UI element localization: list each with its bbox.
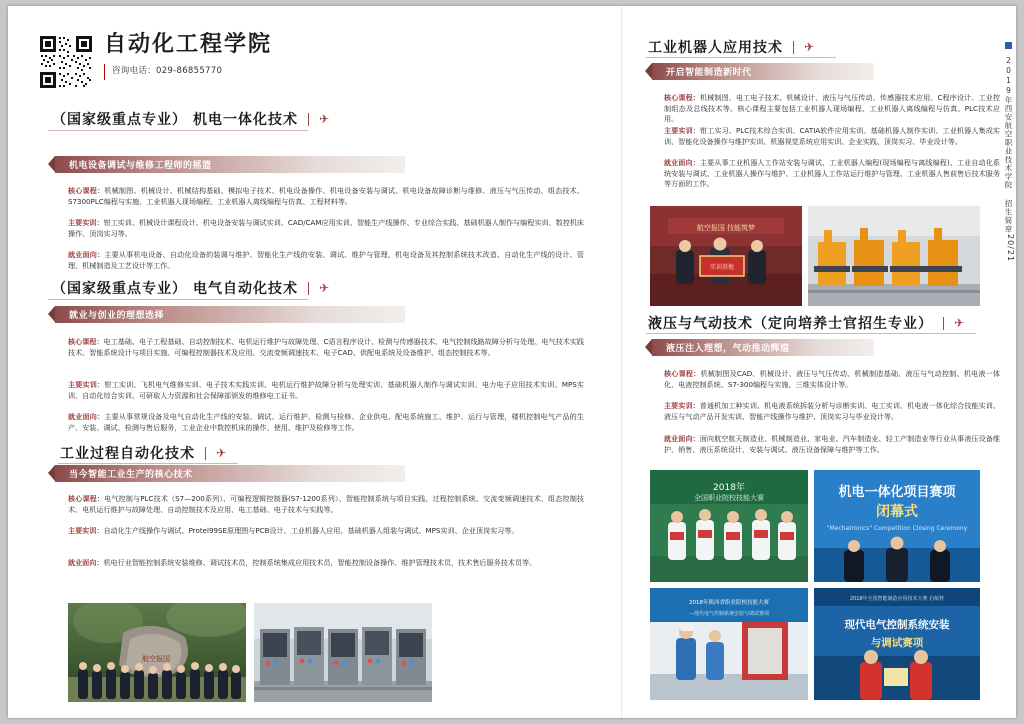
airplane-icon: ✈ [319, 112, 330, 126]
major-2-core-courses [68, 337, 584, 358]
text-core-courses: 机械制图、机械设计、机械结构基础、模拟电子技术、机电设备操作、机电设备安装与调试、机电设备故障诊断与维修、液压与气压传动、组态技术、S7300PLC编程与实施、工业机器人现场编程、工业机器人离线编程与仿真、工程材料等。 [68, 186, 585, 206]
airplane-icon: ✈ [954, 316, 965, 330]
svg-text:与调试赛项: 与调试赛项 [870, 637, 924, 649]
contact-phone: 咨询电话：029-86855770 [112, 66, 223, 76]
school-title-wrap [104, 30, 272, 60]
major-heading-r2 [648, 313, 964, 333]
text-employment: 机电行业智能控制系统安装维修、调试技术员，控制系统集成应用技术员，智能控制设备操作、维护管理技术员，技术售后服务技术员等。 [103, 558, 537, 567]
side-marker [1005, 42, 1012, 49]
brochure-page [8, 6, 1016, 718]
svg-text:现代电气控制系统安装: 现代电气控制系统安装 [844, 619, 950, 631]
skills-competition-team-photo [650, 470, 808, 582]
label-employment: 就业面向： [68, 558, 104, 567]
label-core-courses: 核心课程： [664, 93, 700, 102]
heading-divider [943, 317, 944, 330]
major-r1-employment [664, 158, 1000, 190]
major-r2-name: 液压与气动技术（定向培养士官招生专业） [648, 316, 933, 332]
left-page [8, 6, 621, 718]
major-3-name: 工业过程自动化技术 [60, 446, 195, 462]
major-heading-2 [52, 278, 329, 298]
ribbon-3-text: 当今智能工业生产的核心技术 [69, 470, 193, 480]
major-r1-underline [646, 57, 836, 58]
label-employment: 就业面向： [68, 412, 105, 421]
label-employment: 就业面向： [664, 158, 700, 167]
ribbon-r2 [652, 339, 874, 356]
major-r1-core-courses [664, 93, 1000, 125]
text-practicum: 钳工实训、飞机电气维修实训、电子技术实践实训、电机运行维护故障分析与处理实训、基础机器人制作与调试实训、电力电子应用技术实训、MPS实训、自动化综合实训、可研取人力资源和社会保障部颁发的维修电工证书。 [68, 380, 584, 400]
heading-divider [205, 447, 206, 460]
side-vertical-title: 2019年西安航空职业技术学院 招生简章 [1004, 56, 1013, 234]
text-employment: 主要从事工业机器人工作站安装与调试、工业机器人编程(现场编程与离线编程)、工业自动化系统安装与调试、工业机器人操作与维护、工业机器人工作站运行维护与管理、工业机器人售前售后技术服务等方面的工作。 [664, 158, 1000, 188]
text-core-courses: 电气控制与PLC技术（S7—200系列）、可编程逻辑控制器(S7-1200系列）、智能控制系统与项目实践、过程控制系统、交流变频调速技术、组态控制技术、电机运行维护与故障处理、自动控制技术及应用、电工基础、电子技术与实践等。 [68, 494, 585, 514]
label-core-courses: 核心课程： [664, 369, 701, 378]
page-title: 自动化工程学院 [104, 32, 273, 57]
svg-text:实训基地: 实训基地 [709, 264, 735, 271]
major-2-name: 电气自动化技术 [193, 281, 298, 297]
major-2-prefix: （国家级重点专业） [52, 281, 187, 297]
major-heading-r1 [648, 37, 814, 57]
heading-divider [793, 41, 794, 54]
major-heading-1 [52, 109, 329, 129]
major-r2-underline [646, 333, 976, 334]
ribbon-r1-text: 开启智能制造新时代 [666, 68, 752, 78]
label-practicum: 主要实训： [68, 218, 104, 227]
svg-text:机电一体化项目赛项: 机电一体化项目赛项 [838, 485, 956, 500]
label-employment: 就业面向： [664, 434, 700, 443]
svg-text:2018年: 2018年 [713, 483, 745, 493]
major-r1-practicum [664, 126, 1000, 147]
label-core-courses: 核心课程： [68, 186, 105, 195]
airplane-icon: ✈ [804, 40, 815, 54]
svg-text:航空报国: 航空报国 [142, 655, 170, 663]
text-core-courses: 电工基础、电子工程基础、自动控制技术、电机运行维护与故障处理、C语言程序设计、检测与传感器技术、电气控制线路故障分析与处理、电气技术实践技术、智能系统设计与项目实施、可编程控制器技术及应用、交流变频调速技术、电子CAD、供配电系统及设备维护、组态控制技术等。 [68, 337, 585, 357]
major-r2-practicum [664, 401, 1000, 422]
major-1-employment [68, 250, 584, 271]
ribbon-2-text: 就业与创业的理想选择 [69, 311, 165, 321]
major-2-underline [48, 299, 308, 300]
right-page [622, 6, 1016, 718]
competition-banner-photo [650, 588, 808, 700]
text-core-courses: 机械制图及CAD、机械设计、液压与气压传动、机械制造基础、液压与气动控制、机电液一体化、电液控制系统、S7-300编程与实施、三维实体设计等。 [664, 369, 1001, 389]
text-core-courses: 机械制图、电工电子技术、机械设计、液压与气压传动、传感器技术应用、C程序设计、工业控制组态及总线技术等。核心课程主要包括工业机器人现场编程、工业机器人离线编程与仿真、PLC技术应用。 [664, 93, 1000, 123]
major-3-employment [68, 558, 584, 569]
major-1-prefix: （国家级重点专业） [52, 112, 187, 128]
label-practicum: 主要实训： [664, 401, 700, 410]
major-1-practicum [68, 218, 584, 239]
svg-text:2018年全国智能制造应用技术大赛 启航杯: 2018年全国智能制造应用技术大赛 启航杯 [849, 596, 945, 602]
svg-text:"Mechatronics" Competition Cl: "Mechatronics" Competition Closing Ceremony [826, 525, 968, 532]
text-practicum: 普通机加工种实训、机电液系统拆装分析与诊断实训、电工实训、机电液一体化综合技能实训、液压与气动产品开发实训、智能产线操作与维护、顶岗实习与毕业设计等。 [664, 401, 1001, 421]
text-employment: 主要从事机电设备、自动化设备的装调与维护、智能化生产线的安装、调试、维护与管理，机电设备及其控制系统技术改造、自动化生产线的设计、管理、机械制造及工艺设计等工作。 [68, 250, 585, 270]
major-1-core-courses [68, 186, 584, 207]
svg-text:2018年陕西省职业院校技能大赛: 2018年陕西省职业院校技能大赛 [689, 600, 769, 606]
label-practicum: 主要实训： [68, 380, 105, 389]
title-divider [104, 64, 105, 80]
lab-equipment-photo [254, 603, 432, 702]
major-r1-name: 工业机器人应用技术 [648, 40, 783, 56]
ribbon-r2-text: 液压注入理想，气动推动辉煌 [666, 344, 790, 354]
major-1-underline [48, 130, 308, 131]
label-core-courses: 核心课程： [68, 494, 105, 503]
svg-text:全国职业院校技能大赛: 全国职业院校技能大赛 [694, 494, 764, 502]
major-r2-employment [664, 434, 1000, 455]
major-heading-3 [60, 443, 226, 463]
svg-text:—现代电气控制系统安装与调试赛项: —现代电气控制系统安装与调试赛项 [688, 611, 770, 617]
airplane-icon: ✈ [216, 446, 227, 460]
major-2-employment [68, 412, 584, 433]
robot-workstation-photo [808, 206, 980, 306]
label-core-courses: 核心课程： [68, 337, 104, 346]
page-side-tab [1000, 6, 1016, 718]
campus-stone-group-photo [68, 603, 246, 702]
major-2-practicum [68, 380, 584, 401]
award-ceremony-photo [650, 206, 802, 306]
ribbon-1-text: 机电设备调试与维修工程师的摇篮 [69, 161, 212, 171]
closing-ceremony-photo [814, 470, 980, 582]
major-3-core-courses [68, 494, 584, 515]
major-3-practicum [68, 526, 584, 537]
major-r2-core-courses [664, 369, 1000, 390]
ribbon-r1 [652, 63, 874, 80]
label-practicum: 主要实训： [68, 526, 104, 535]
page-number: 20/21 [1006, 234, 1015, 263]
control-system-competition-photo [814, 588, 980, 700]
svg-text:闭幕式: 闭幕式 [876, 504, 918, 520]
ribbon-2 [55, 306, 405, 323]
major-3-underline [58, 463, 238, 464]
text-practicum: 钳工实习、PLC技术综合实训、CATIA软件应用实训、基础机器人制作实训、工业机器人集成实训、智能化设备操作与维护实训、机器视觉系统应用实训、企业实践、顶岗实习、毕业设计等。 [664, 126, 1001, 146]
text-practicum: 自动化生产线操作与调试、Protel99SE原理图与PCB设计、工业机器人应用、基础机器人组装与调试、MPS实训、企业顶岗实习等。 [103, 526, 519, 535]
text-employment: 面向航空航天制造业、机械制造业、家电业、汽车制造业、轻工产制造业等行业从事液压设备维护、销售、液压系统设计、安装与调试、液压设备保障与维护等工作。 [664, 434, 1001, 454]
heading-divider [308, 282, 309, 295]
text-employment: 主要从事常规设备及电气自动化生产线的安装、调试、运行维护、检测与检修、企业供电、配电系统施工、维护、运行与管理，楼机控制电气产品的生产、安装、调试、检测与售后服务，工业企业中数控机床的操作、使用、维护及检修等工作。 [68, 412, 585, 432]
major-1-name: 机电一体化技术 [193, 112, 298, 128]
label-employment: 就业面向： [68, 250, 105, 259]
label-practicum: 主要实训： [664, 126, 700, 135]
heading-divider [308, 113, 309, 126]
svg-text:航空报国 技能筑梦: 航空报国 技能筑梦 [696, 224, 756, 232]
ribbon-3 [55, 465, 405, 482]
text-practicum: 钳工实训、机械设计课程设计、机电设备安装与调试实训、CAD/CAM应用实训、智能生产线操作、专业综合实践、基础机器人制作与编程实训、数控机床操作、顶岗实习等。 [68, 218, 584, 238]
airplane-icon: ✈ [319, 281, 330, 295]
qr-code-icon [38, 34, 94, 90]
ribbon-1 [55, 156, 405, 173]
